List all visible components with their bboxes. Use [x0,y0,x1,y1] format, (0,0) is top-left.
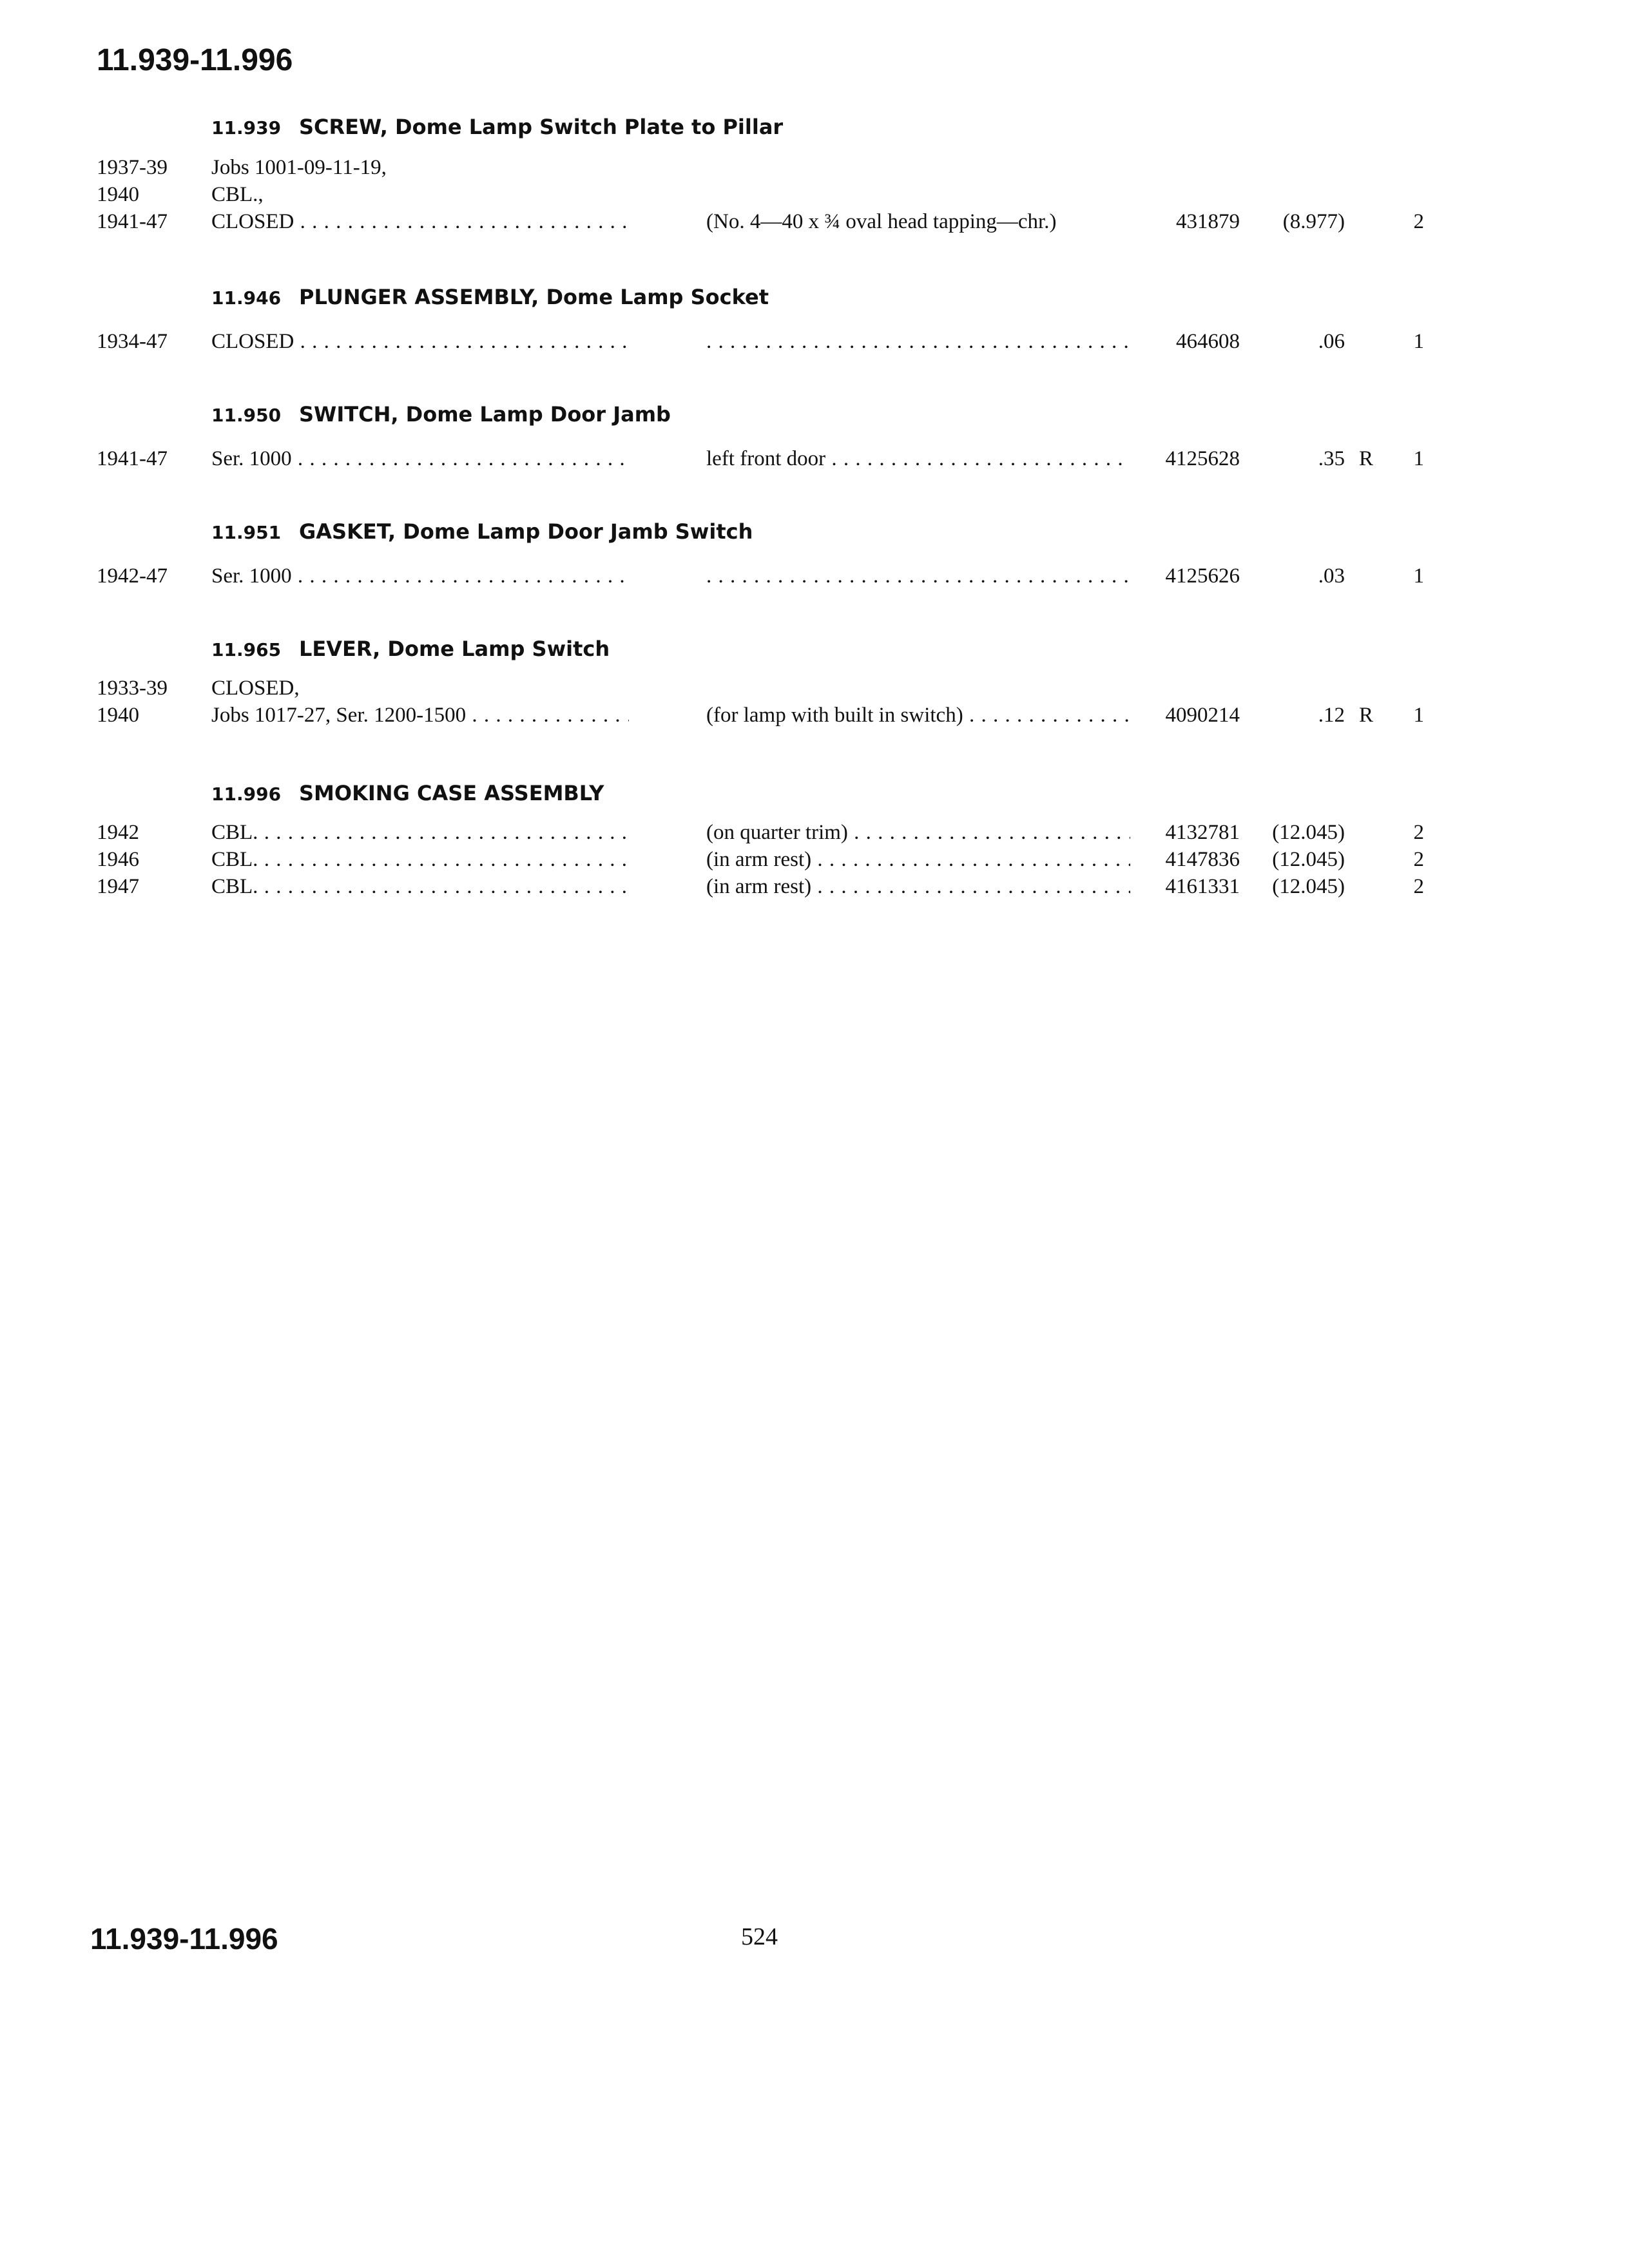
section-heading [211,402,671,427]
row-flag: R [1358,447,1373,470]
section-heading [211,519,753,544]
row-quantity: 1 [1413,330,1424,353]
row-quantity: 2 [1413,821,1424,844]
row-years: 1946 [97,848,139,871]
row-part-number: 464608 [1176,330,1240,353]
page-number: 524 [741,1923,778,1950]
section-number: 11.965 [211,639,282,660]
row-years: 1934-47 [97,330,168,353]
row-group-price: (12.045) [1272,875,1345,898]
table-row [0,183,1629,211]
row-description: CLOSED . . . [211,330,629,354]
row-group-price: (8.977) [1282,210,1345,233]
section-title: LEVER, Dome Lamp Switch [299,637,610,661]
table-row [0,156,1629,184]
row-part-number: 4125628 [1165,447,1240,470]
table-row [0,564,1629,593]
row-description: CBL. . . . [211,821,629,845]
row-description: Jobs 1001-09-11-19, [211,156,387,179]
row-description: CBL. . . . [211,848,629,872]
section-title: SCREW, Dome Lamp Switch Plate to Pillar [299,115,784,139]
row-description: Ser. 1000 . . . [211,564,629,588]
row-group-price: .06 [1318,330,1345,353]
row-remarks: (in arm rest) . . . [706,848,1130,872]
page-footer-range: 11.939-11.996 [90,1922,278,1956]
row-remarks [706,564,1130,588]
section-title: GASKET, Dome Lamp Door Jamb Switch [299,519,753,544]
row-group-price: .03 [1318,564,1345,588]
row-part-number: 4147836 [1165,848,1240,871]
section-title: SMOKING CASE ASSEMBLY [299,781,604,805]
row-years: 1937-39 [97,156,168,179]
table-row [0,704,1629,732]
row-description: CBL., [211,183,264,206]
row-description: CLOSED, [211,677,300,700]
row-description: Jobs 1017-27, Ser. 1200-1500 . . . [211,704,629,727]
row-years: 1933-39 [97,677,168,700]
row-remarks: (for lamp with built in switch) . . . [706,704,1130,727]
row-part-number: 431879 [1176,210,1240,233]
table-row [0,330,1629,358]
row-quantity: 1 [1413,704,1424,727]
row-group-price: .12 [1318,704,1345,727]
row-part-number: 4161331 [1165,875,1240,898]
row-flag: R [1358,704,1373,727]
row-remarks: (No. 4—40 x ¾ oval head tapping—chr.) [706,210,1057,233]
row-group-price: .35 [1318,447,1345,470]
table-row [0,821,1629,849]
row-part-number: 4125626 [1165,564,1240,588]
row-quantity: 2 [1413,848,1424,871]
row-years: 1942-47 [97,564,168,588]
row-remarks: (on quarter trim) . . . [706,821,1130,845]
row-years: 1947 [97,875,139,898]
table-row [0,210,1629,238]
row-quantity: 1 [1413,564,1424,588]
section-heading [211,285,769,309]
row-years: 1940 [97,704,139,727]
row-remarks: left front door . . . [706,447,1130,471]
row-description: CLOSED . . . [211,210,629,234]
table-row [0,447,1629,476]
section-heading [211,637,610,661]
section-number: 11.951 [211,522,282,543]
row-description: Ser. 1000 . . . [211,447,629,471]
row-description: CBL. . . . [211,875,629,899]
page-header-range: 11.939-11.996 [97,43,293,77]
section-number: 11.939 [211,117,282,139]
row-years: 1941-47 [97,447,168,470]
row-years: 1940 [97,183,139,206]
table-row [0,677,1629,705]
row-part-number: 4090214 [1165,704,1240,727]
section-number: 11.946 [211,287,282,309]
section-title: SWITCH, Dome Lamp Door Jamb [299,402,671,427]
row-part-number: 4132781 [1165,821,1240,844]
row-years: 1941-47 [97,210,168,233]
section-number: 11.950 [211,405,282,426]
row-quantity: 2 [1413,875,1424,898]
section-heading [211,781,604,805]
table-row [0,848,1629,876]
row-remarks: (in arm rest) . . . [706,875,1130,899]
section-title: PLUNGER ASSEMBLY, Dome Lamp Socket [299,285,769,309]
section-heading [211,115,783,139]
row-years: 1942 [97,821,139,844]
row-remarks [706,330,1130,354]
row-quantity: 1 [1413,447,1424,470]
row-group-price: (12.045) [1272,848,1345,871]
row-quantity: 2 [1413,210,1424,233]
table-row [0,875,1629,903]
section-number: 11.996 [211,783,282,805]
row-group-price: (12.045) [1272,821,1345,844]
